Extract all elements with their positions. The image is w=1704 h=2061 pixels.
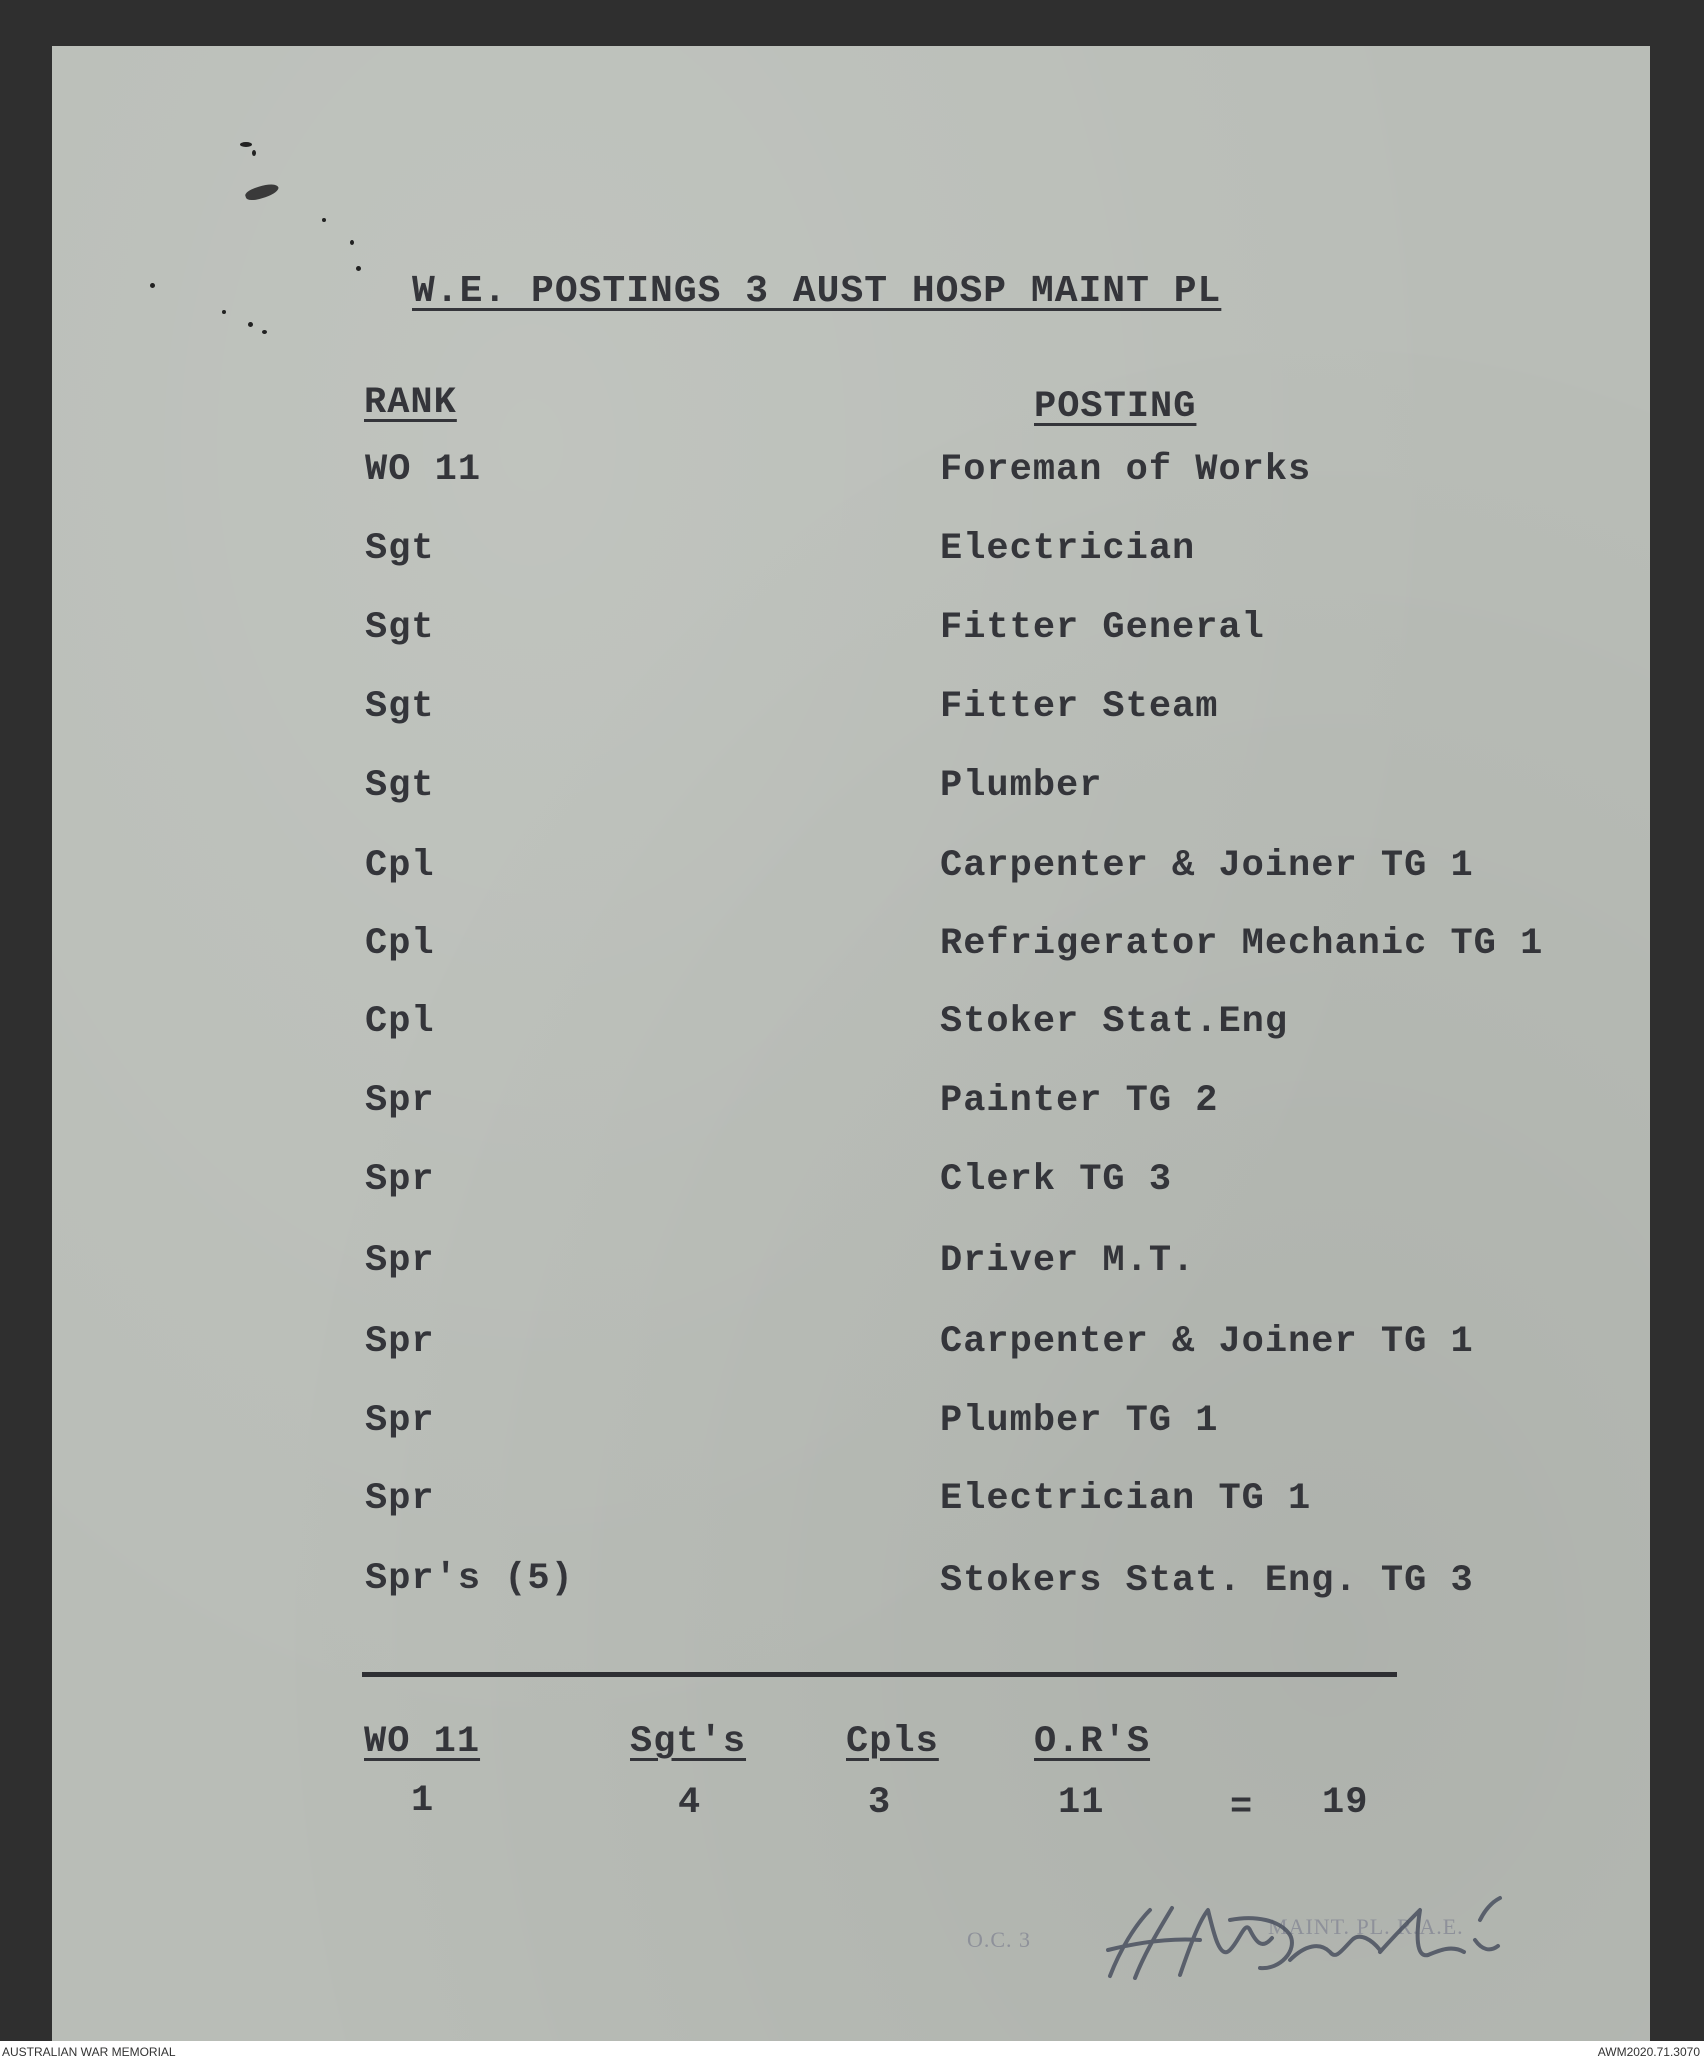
table-row-posting: Painter TG 2: [940, 1080, 1219, 1122]
rank-column-header: RANK: [364, 382, 457, 424]
table-row-posting: Plumber TG 1: [940, 1400, 1219, 1442]
summary-count-ors: 11: [1058, 1782, 1105, 1824]
signature: [1080, 1880, 1560, 1990]
table-row-rank: Spr: [365, 1240, 435, 1282]
summary-equals: =: [1230, 1787, 1254, 1829]
table-row-rank: Spr: [365, 1159, 435, 1201]
summary-count-sgts: 4: [678, 1782, 702, 1824]
table-row-rank: WO 11: [365, 449, 482, 491]
table-row-posting: Carpenter & Joiner TG 1: [940, 1321, 1474, 1363]
summary-header-wo: WO 11: [364, 1721, 481, 1763]
table-row-rank: Sgt: [365, 686, 435, 728]
summary-count-wo: 1: [411, 1780, 435, 1822]
posting-column-header: POSTING: [1034, 386, 1197, 428]
table-row-rank: Sgt: [365, 528, 435, 570]
table-row-rank: Sgt: [365, 765, 435, 807]
table-row-rank: Spr: [365, 1400, 435, 1442]
summary-header-cpls: Cpls: [846, 1721, 939, 1763]
summary-total: 19: [1322, 1782, 1369, 1824]
table-row-posting: Plumber: [940, 765, 1103, 807]
summary-header-ors: O.R'S: [1034, 1721, 1151, 1763]
table-row-posting: Refrigerator Mechanic TG 1: [940, 923, 1544, 965]
table-row-posting: Clerk TG 3: [940, 1159, 1173, 1201]
table-row-posting: Electrician TG 1: [940, 1478, 1312, 1520]
table-row-rank: Cpl: [365, 845, 435, 887]
credit-left: AUSTRALIAN WAR MEMORIAL: [2, 2045, 176, 2059]
summary-header-sgts: Sgt's: [630, 1721, 747, 1763]
table-row-rank: Spr: [365, 1080, 435, 1122]
table-row-rank: Spr's (5): [365, 1558, 574, 1600]
document-title: W.E. POSTINGS 3 AUST HOSP MAINT PL: [412, 270, 1222, 313]
table-row-posting: Stoker Stat.Eng: [940, 1001, 1289, 1043]
credit-bar: [0, 2041, 1704, 2061]
table-row-rank: Sgt: [365, 607, 435, 649]
credit-right: AWM2020.71.3070: [1597, 2045, 1700, 2059]
table-row-posting: Fitter Steam: [940, 686, 1219, 728]
table-row-posting: Fitter General: [940, 607, 1265, 649]
table-row-posting: Stokers Stat. Eng. TG 3: [940, 1560, 1474, 1602]
table-row-posting: Driver M.T.: [940, 1240, 1196, 1282]
divider-rule: [362, 1672, 1397, 1677]
table-row-rank: Cpl: [365, 1001, 435, 1043]
stamp-right-text: MAINT. PL. R.A.E.: [1268, 1914, 1464, 1939]
table-row-rank: Spr: [365, 1478, 435, 1520]
table-row-rank: Spr: [365, 1321, 435, 1363]
table-row-posting: Electrician: [940, 528, 1196, 570]
table-row-rank: Cpl: [365, 923, 435, 965]
summary-count-cpls: 3: [868, 1782, 892, 1824]
table-row-posting: Foreman of Works: [940, 449, 1312, 491]
table-row-posting: Carpenter & Joiner TG 1: [940, 845, 1474, 887]
stamp-left-text: O.C. 3: [967, 1927, 1032, 1952]
